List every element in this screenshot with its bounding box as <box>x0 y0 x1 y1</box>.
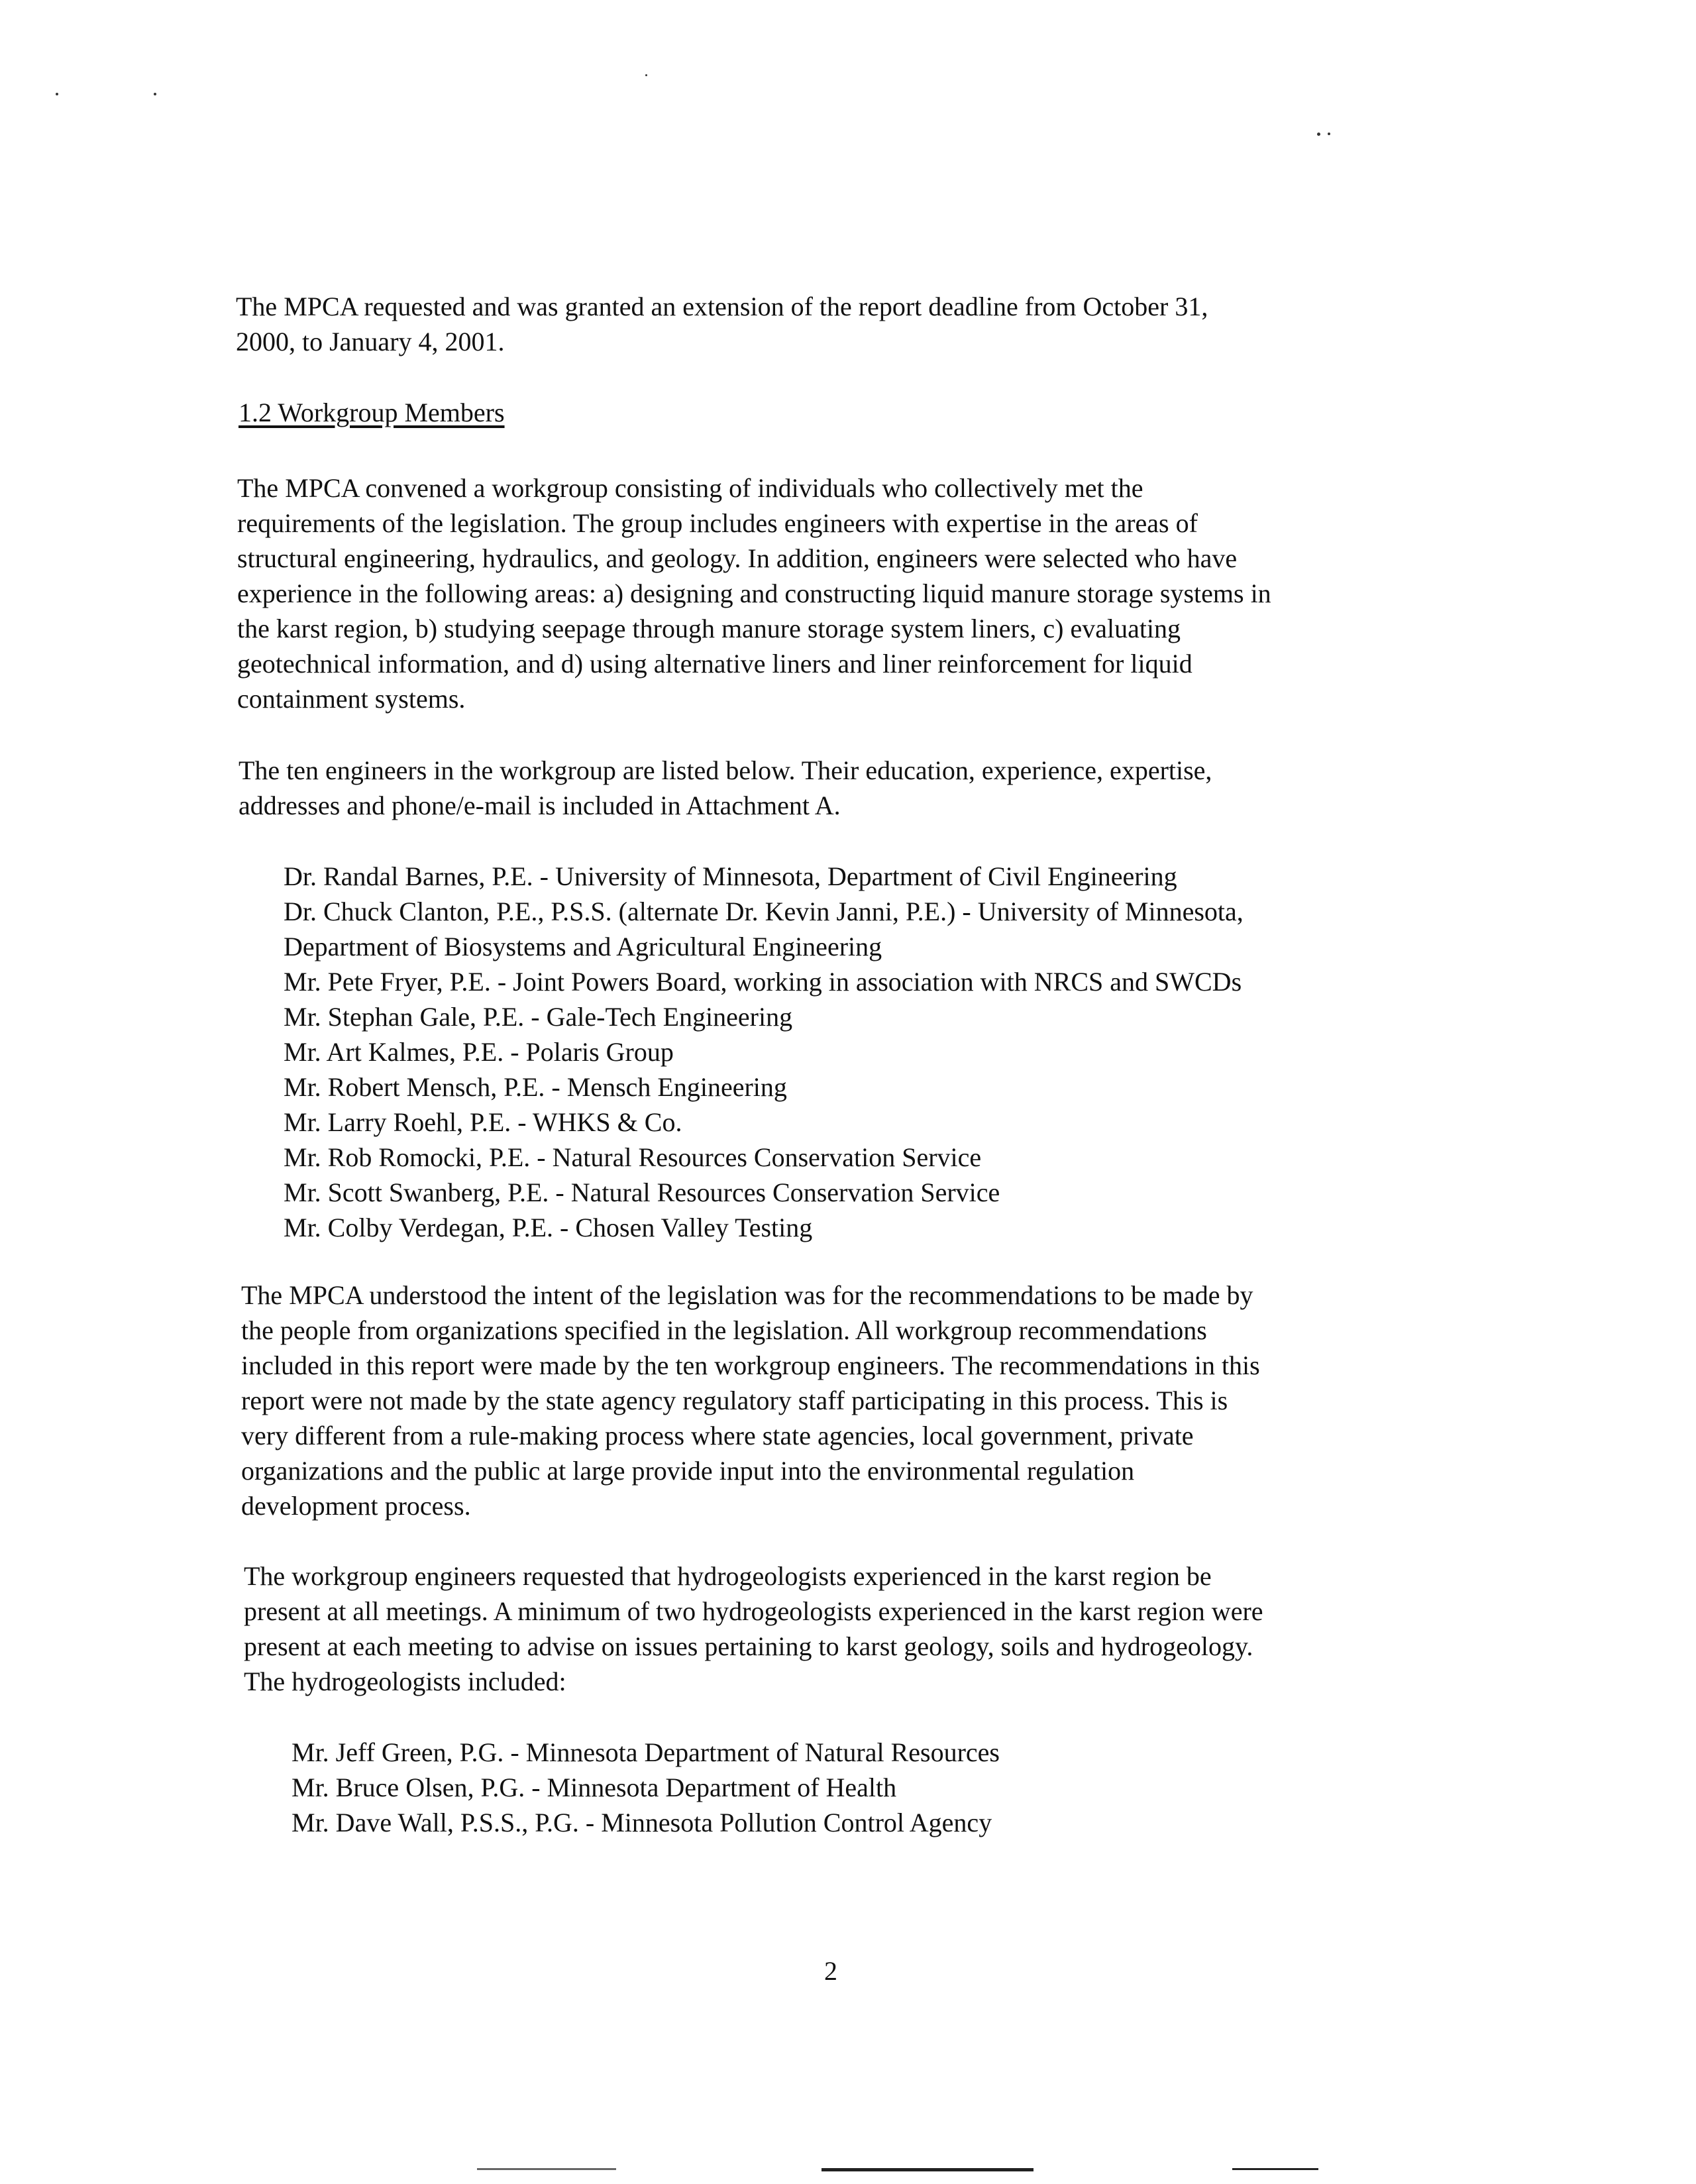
list-item: Mr. Robert Mensch, P.E. - Mensch Engineering <box>284 1072 787 1102</box>
list-item: Mr. Art Kalmes, P.E. - Polaris Group <box>284 1037 674 1067</box>
list-item: Mr. Rob Romocki, P.E. - Natural Resources Conservation Service <box>284 1142 982 1172</box>
list-item: Mr. Scott Swanberg, P.E. - Natural Resources Conservation Service <box>284 1177 1000 1207</box>
hydrogeologists-list <box>292 1735 1000 1840</box>
scan-line-artifact <box>477 2168 616 2170</box>
list-item: Department of Biosystems and Agricultural Engineering <box>284 932 882 961</box>
scan-line-artifact <box>1232 2168 1318 2170</box>
list-item: Mr. Colby Verdegan, P.E. - Chosen Valley Testing <box>284 1213 813 1242</box>
workgroup-paragraph: The MPCA convened a workgroup consisting of individuals who collectively met the requirements of the legislation. The group includes engineers with expertise in the areas of structural engineering, hydraulics, and geology. In addition, engineers were selected who have experience in the following areas: a) designing and constructing liquid manure storage systems in the karst region, b) studying seepage through manure storage system liners, c) evaluating geotechnical information, and d) using alternative liners and liner reinforcement for liquid containment systems. <box>237 473 1271 714</box>
list-item: Mr. Dave Wall, P.S.S., P.G. - Minnesota Pollution Control Agency <box>292 1808 992 1837</box>
list-item: Mr. Larry Roehl, P.E. - WHKS & Co. <box>284 1107 682 1137</box>
scan-speck <box>1328 133 1330 135</box>
scan-speck <box>56 93 58 95</box>
scan-speck <box>1317 133 1320 136</box>
page-number: 2 <box>824 1956 837 1986</box>
intro-paragraph: The MPCA requested and was granted an extension of the report deadline from October 31, 2000, to January 4, 2001. <box>236 292 1208 356</box>
list-item: Dr. Chuck Clanton, P.E., P.S.S. (alternate Dr. Kevin Janni, P.E.) - University of Minnesota, <box>284 897 1244 926</box>
list-item: Mr. Jeff Green, P.G. - Minnesota Department of Natural Resources <box>292 1737 1000 1767</box>
scan-line-artifact <box>822 2168 1034 2171</box>
recommendations-paragraph: The MPCA understood the intent of the legislation was for the recommendations to be made by the people from organizations specified in the legislation. All workgroup recommendations included in this report were made by the ten workgroup engineers. The recommendations in this report were not made by the state agency regulatory staff participating in this process. This is very different from a rule-making process where state agencies, local government, private organizations and the public at large provide input into the environmental regulation development process. <box>241 1280 1260 1521</box>
scan-speck <box>154 93 156 95</box>
list-item: Mr. Stephan Gale, P.E. - Gale-Tech Engineering <box>284 1002 793 1032</box>
list-item: Mr. Bruce Olsen, P.G. - Minnesota Department of Health <box>292 1773 897 1802</box>
scan-speck <box>645 74 647 76</box>
section-heading: 1.2 Workgroup Members <box>238 398 505 427</box>
list-item: Mr. Pete Fryer, P.E. - Joint Powers Board, working in association with NRCS and SWCDs <box>284 967 1242 997</box>
engineers-intro-paragraph: The ten engineers in the workgroup are listed below. Their education, experience, expertise, addresses and phone/e-mail is included in Attachment A. <box>238 755 1212 820</box>
list-item: Dr. Randal Barnes, P.E. - University of Minnesota, Department of Civil Engineering <box>284 861 1177 891</box>
hydrogeologists-paragraph: The workgroup engineers requested that hydrogeologists experienced in the karst region be present at all meetings. A minimum of two hydrogeologists experienced in the karst region were present at each meeting to advise on issues pertaining to karst geology, soils and hydrogeology. The hydrogeologists included: <box>244 1561 1263 1696</box>
engineers-list <box>284 859 1244 1245</box>
